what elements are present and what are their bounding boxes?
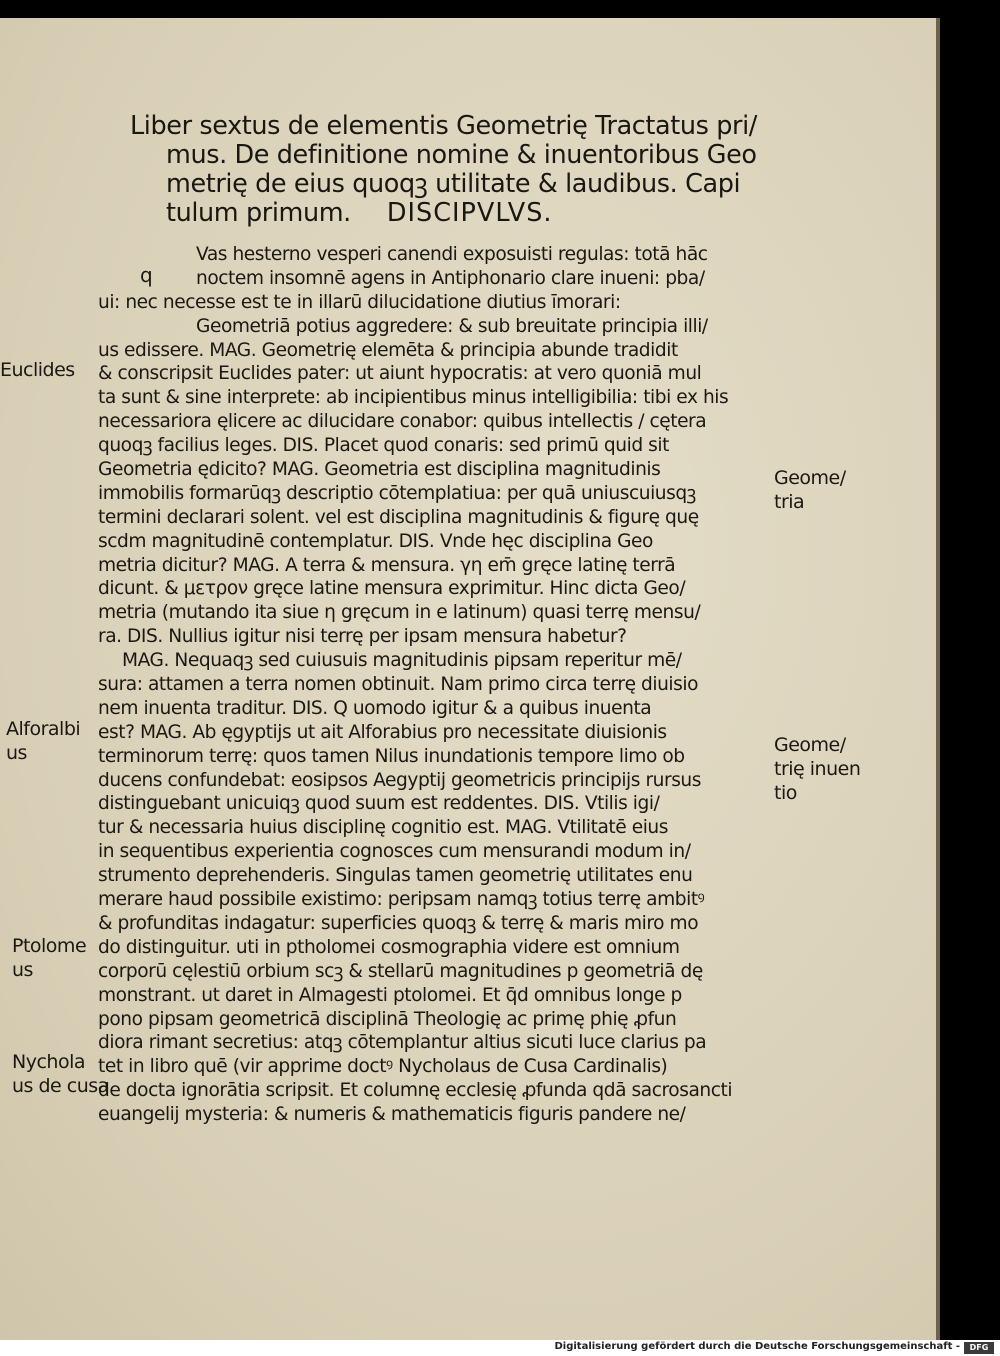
margin-note-line: Geome/ (774, 467, 846, 489)
margin-note-line: Alforalbi (6, 718, 81, 740)
margin-note-alforabius (6, 717, 80, 765)
body-text (98, 243, 770, 1127)
margin-note-line: Geome/ (774, 734, 846, 756)
text-line: metria (mutando ita siue η gręcum in e latinum) quasi terrę mensu/ (98, 602, 701, 624)
margin-note-ptolomeus (12, 934, 86, 982)
text-line: Geometria ędicito? MAG. Geometria est disciplina magnitudinis (98, 459, 661, 481)
text-line: MAG. Nequaqꝫ sed cuiusuis magnitudinis pipsam reperitur mē/ (122, 650, 682, 672)
text-line: metria dicitur? MAG. A terra & mensura. γη em̄ gręce latinę terrā (98, 554, 676, 576)
text-line: diora rimant secretius: atqꝫ cōtemplantur altius sicuti luce clarius pa (98, 1032, 707, 1054)
text-line: est? MAG. Ab ęgyptijs ut ait Alforabius pro necessitate diuisionis (98, 721, 667, 743)
heading-line-4-text: tulum primum. (166, 198, 351, 228)
text-line: & conscripsit Euclides pater: ut aiunt hypocratis: at vero quoniā mul (98, 363, 702, 385)
margin-note-line: us (12, 959, 33, 981)
chapter-heading (130, 112, 770, 228)
text-line: termini declarari solent. vel est disciplina magnitudinis & figurę quę (98, 506, 699, 528)
text-line: do distinguitur. uti in ptholomei cosmographia videre est omnium (98, 936, 680, 958)
text-line: distinguebant unicuiqꝫ quod suum est reddentes. DIS. Vtilis igi/ (98, 793, 660, 815)
page-edge (936, 18, 940, 1340)
margin-note-geometria (774, 466, 846, 514)
text-line: us edissere. MAG. Geometrię elemēta & principia abunde tradidit (98, 339, 678, 361)
margin-note-nycholaus (12, 1050, 109, 1098)
margin-note-line: Euclides (0, 359, 75, 381)
text-line: immobilis formarūqꝫ descriptio cōtemplatiua: per quā uniuscuiusqꝫ (98, 482, 696, 504)
margin-note-line: trię inuen (774, 758, 861, 780)
footer-bar (0, 1340, 1000, 1356)
text-line: necessariora ęlicere ac dilucidare conabor: quibus intellectis / cętera (98, 411, 707, 433)
dfg-logo: DFG (964, 1342, 994, 1354)
text-line: corporū cęlestiū orbium scꝫ & stellarū magnitudines p geometriā dę (98, 960, 703, 982)
text-line: strumento deprehenderis. Singulas tamen geometrię utilitates enu (98, 865, 693, 887)
text-line: Vas hesterno vesperi canendi exposuisti regulas: totā hāc (196, 244, 708, 265)
text-line: noctem insomnē agens in Antiphonario clare inueni: pba/ (196, 267, 705, 289)
text-line: ducens confundebat: eosipsos Aegyptij geometricis principijs rursus (98, 769, 701, 791)
text-line: sura: attamen a terra nomen obtinuit. Nam primo circa terrę diuisio (98, 674, 699, 696)
speaker-heading: DISCIPVLVS. (386, 198, 553, 228)
funding-note: Digitalisierung gefördert durch die Deutsche Forschungsgemeinschaft - (554, 1341, 960, 1352)
margin-note-line: us (6, 742, 27, 764)
text-line: terminorum terrę: quos tamen Nilus inundationis tempore limo ob (98, 745, 685, 767)
margin-note-euclides (0, 358, 75, 382)
margin-note-inventio (774, 733, 860, 805)
text-line: euangelij mysteria: & numeris & mathematicis figuris pandere ne/ (98, 1104, 686, 1126)
heading-line-3: metrię de eius quoqꝫ utilitate & laudibus. Capi (166, 169, 741, 199)
text-line: tur & necessaria huius disciplinę cognitio est. MAG. Vtilitatē eius (98, 817, 668, 839)
text-line: tet in libro quē (vir apprime doctꝰ Nycholaus de Cusa Cardinalis) (98, 1056, 668, 1078)
heading-line-2: mus. De definitione nomine & inuentoribus Geo (166, 140, 757, 170)
text-line: dicunt. & μετρον gręce latine mensura exprimitur. Hinc dicta Geo/ (98, 578, 686, 600)
text-line: ta sunt & sine interprete: ab incipientibus minus intelligibilia: tibi ex his (98, 387, 729, 409)
text-line: ra. DIS. Nullius igitur nisi terrę per ipsam mensura habetur? (98, 626, 627, 648)
text-line: Geometriā potius aggredere: & sub breuitate principia illi/ (196, 315, 708, 337)
margin-note-line: Nychola (12, 1051, 85, 1073)
text-line: de docta ignorātia scripsit. Et columnę ecclesię ꝓfunda qdā sacrosancti (98, 1080, 733, 1102)
margin-note-line: tio (774, 782, 797, 804)
margin-note-line: tria (774, 491, 805, 513)
text-line: pono pipsam geometricā disciplinā Theologię ac primę phię ꝓfun (98, 1008, 677, 1030)
heading-line-1: Liber sextus de elementis Geometrię Tractatus pri/ (130, 111, 757, 141)
text-line: in sequentibus experientia cognosces cum mensurandi modum in/ (98, 841, 691, 863)
initial-letter: q (140, 263, 153, 287)
text-line: ui: nec necesse est te in illarū dilucidatione diutius īmorari: (98, 291, 621, 313)
text-line: merare haud possibile existimo: peripsam namqꝫ totius terrę ambitꝰ (98, 889, 705, 911)
text-line: nem inuenta traditur. DIS. Q uomodo igitur & a quibus inuenta (98, 697, 652, 719)
text-line: quoqꝫ facilius leges. DIS. Placet quod conaris: sed primū quid sit (98, 435, 669, 457)
margin-note-line: us de cusa (12, 1075, 109, 1097)
margin-note-line: Ptolome (12, 935, 87, 957)
text-line: & profunditas indagatur: superficies quoqꝫ & terrę & maris miro mo (98, 912, 699, 934)
text-line: monstrant. ut daret in Almagesti ptolomei. Et q̄d omnibus longe p (98, 984, 682, 1006)
heading-line-4 (130, 199, 770, 228)
text-line: scdm magnitudinē contemplatur. DIS. Vnde hęc disciplina Geo (98, 530, 653, 552)
